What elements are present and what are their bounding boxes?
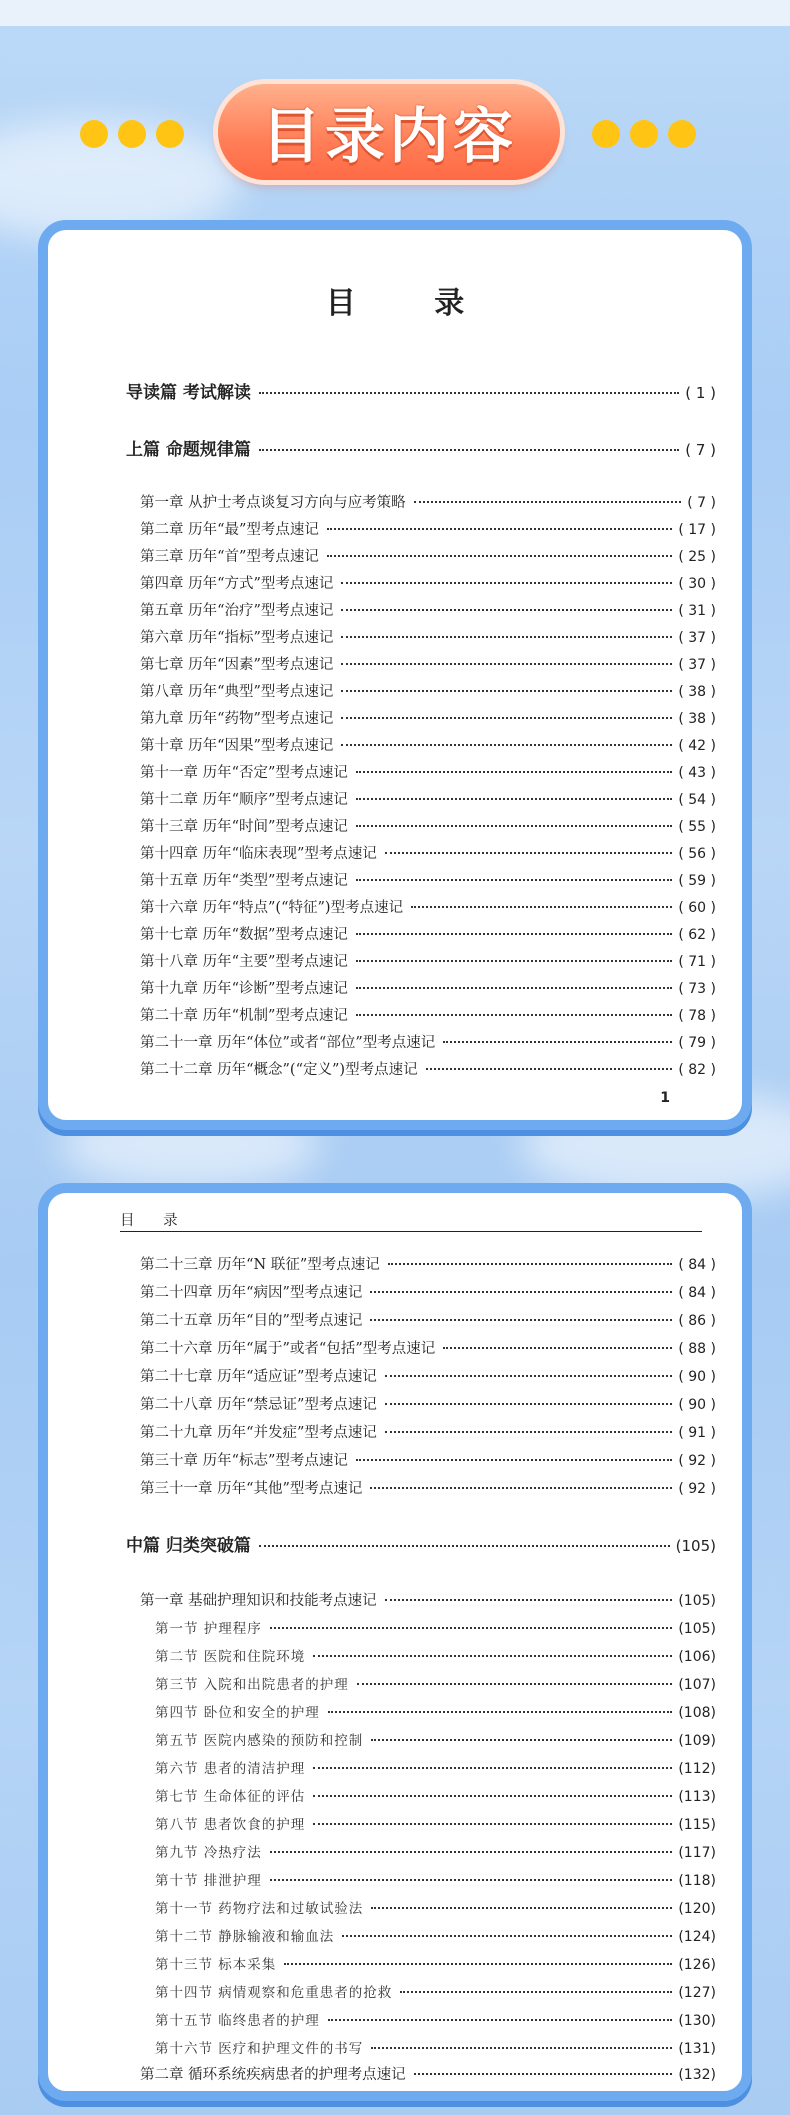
toc-section-row [155,2009,716,2029]
toc-chapter-row [140,518,716,539]
dot-leader [385,1431,672,1433]
toc-chapter-row [140,1253,716,1274]
toc-page-ref: ( 25 ) [678,549,716,565]
toc-chapter-label: 第四章 历年“方式”型考点速记 [140,576,334,592]
toc-chapter-row [140,680,716,701]
toc-section-label: 第二节 医院和住院环境 [155,1649,306,1665]
dot-leader [341,663,672,665]
toc-section-row [155,1897,716,1917]
toc-chapter-label: 第二十九章 历年“并发症”型考点速记 [140,1425,377,1441]
dot [630,120,658,148]
toc-chapter-row [140,1365,716,1386]
toc-chapter-label: 第二十三章 历年“N 联征”型考点速记 [140,1257,380,1273]
toc-page-2 [38,1183,752,2101]
toc-section-label: 第四节 卧位和安全的护理 [155,1705,320,1721]
toc-page-ref: ( 90 ) [678,1397,716,1413]
toc-chapter-label: 第十一章 历年“否定”型考点速记 [140,765,348,781]
toc-section-row [155,1869,716,1889]
toc-chapter-row [140,734,716,755]
toc-chapter-row [140,923,716,944]
toc-chapter-label: 第七章 历年“因素”型考点速记 [140,657,334,673]
toc-chapter-row [140,1589,716,1610]
dot-leader [371,2047,672,2049]
toc-page-ref: ( 31 ) [678,603,716,619]
toc-chapter-row [140,896,716,917]
banner-title-pill [218,84,560,180]
toc-chapter-label: 第十八章 历年“主要”型考点速记 [140,954,348,970]
toc-chapter-row [140,1281,716,1302]
toc-page-ref: ( 62 ) [678,927,716,943]
toc-page-ref: (117) [678,1845,716,1861]
toc-page-ref: ( 92 ) [678,1453,716,1469]
toc-section-label: 第五节 医院内感染的预防和控制 [155,1733,364,1749]
dot-leader [443,1347,672,1349]
dot-leader [443,1041,672,1043]
decorative-dots-left [80,120,184,148]
dot-leader [341,744,672,746]
toc-chapter-label: 第二十二章 历年“概念”(“定义”)型考点速记 [140,1062,418,1078]
toc-part-label: 导读篇 考试解读 [126,383,251,403]
toc-page-ref: (105) [678,1621,716,1637]
running-head: 目 录 [120,1209,702,1232]
toc-section-label: 第一节 护理程序 [155,1621,262,1637]
dot-leader [259,449,679,451]
top-strip [0,0,790,26]
dot-leader [284,1963,672,1965]
dot-leader [259,1545,670,1547]
toc-page-ref: ( 42 ) [678,738,716,754]
toc-page-ref: ( 60 ) [678,900,716,916]
dot [592,120,620,148]
toc-chapter-row [140,1058,716,1079]
toc-page-ref: (126) [678,1957,716,1973]
toc-page-ref: ( 54 ) [678,792,716,808]
toc-section-label: 第十四节 病情观察和危重患者的抢救 [155,1985,393,2001]
dot-leader [385,1375,672,1377]
dot [118,120,146,148]
toc-chapter-row [140,707,716,728]
toc-chapter-row [140,1031,716,1052]
toc-section-row [155,1841,716,1861]
decorative-dots-right [592,120,696,148]
toc-page-ref: ( 92 ) [678,1481,716,1497]
dot-leader [414,2073,673,2075]
toc-page-ref: ( 91 ) [678,1425,716,1441]
toc-heading: 目 录 [325,286,499,321]
dot-leader [356,933,672,935]
dot-leader [356,987,672,989]
toc-section-label: 第七节 生命体征的评估 [155,1789,306,1805]
toc-chapter-label: 第五章 历年“治疗”型考点速记 [140,603,334,619]
toc-page-ref: ( 38 ) [678,711,716,727]
toc-page-ref: ( 79 ) [678,1035,716,1051]
dot-leader [313,1795,672,1797]
toc-chapter-row [140,491,716,512]
toc-part-row [126,435,716,460]
section-banner [0,78,790,188]
dot-leader [426,1068,673,1070]
toc-part-row [126,1531,716,1556]
toc-chapter-row [140,1004,716,1025]
dot-leader [313,1823,672,1825]
toc-chapter-row [140,1309,716,1330]
toc-chapter-label: 第三十一章 历年“其他”型考点速记 [140,1481,363,1497]
page-number: 1 [660,1090,670,1106]
toc-section-label: 第十二节 静脉输液和输血法 [155,1929,335,1945]
dot-leader [313,1767,672,1769]
toc-chapter-row [140,1337,716,1358]
dot-leader [341,582,672,584]
toc-section-label: 第八节 患者饮食的护理 [155,1817,306,1833]
dot-leader [400,1991,672,1993]
toc-chapter-row [140,653,716,674]
dot-leader [356,1459,672,1461]
toc-section-row [155,1673,716,1693]
toc-section-label: 第十五节 临终患者的护理 [155,2013,320,2029]
dot-leader [356,771,672,773]
toc-page-ref: ( 38 ) [678,684,716,700]
dot-leader [313,1655,672,1657]
dot-leader [385,852,672,854]
toc-page-ref: (118) [678,1873,716,1889]
toc-chapter-row [140,950,716,971]
dot-leader [370,1291,672,1293]
dot-leader [356,798,672,800]
toc-page-ref: ( 30 ) [678,576,716,592]
dot-leader [356,960,672,962]
toc-chapter-label: 第三十章 历年“标志”型考点速记 [140,1453,348,1469]
toc-chapter-row [140,572,716,593]
toc-chapter-label: 第一章 基础护理知识和技能考点速记 [140,1593,377,1609]
dot-leader [385,1599,673,1601]
toc-section-row [155,1729,716,1749]
toc-chapter-label: 第二十八章 历年“禁忌证”型考点速记 [140,1397,377,1413]
toc-chapter-row [140,626,716,647]
toc-page-ref: (120) [678,1901,716,1917]
dot-leader [357,1683,673,1685]
toc-section-label: 第十一节 药物疗法和过敏试验法 [155,1901,364,1917]
toc-chapter-label: 第六章 历年“指标”型考点速记 [140,630,334,646]
toc-section-label: 第三节 入院和出院患者的护理 [155,1677,349,1693]
dot-leader [341,609,672,611]
toc-page-ref: (132) [678,2067,716,2083]
dot [668,120,696,148]
toc-page-ref: (107) [678,1677,716,1693]
toc-chapter-label: 第十六章 历年“特点”(“特征”)型考点速记 [140,900,404,916]
toc-page-ref: ( 86 ) [678,1313,716,1329]
dot-leader [356,825,672,827]
toc-section-row [155,1617,716,1637]
toc-page-ref: (109) [678,1733,716,1749]
toc-page-ref: (127) [678,1985,716,2001]
toc-part-label: 中篇 归类突破篇 [126,1536,251,1556]
toc-chapter-row [140,1393,716,1414]
toc-section-label: 第六节 患者的清洁护理 [155,1761,306,1777]
dot-leader [270,1627,673,1629]
toc-page-ref: ( 7 ) [685,441,716,459]
dot [156,120,184,148]
toc-chapter-row [140,761,716,782]
toc-chapter-label: 第一章 从护士考点谈复习方向与应考策略 [140,495,406,511]
dot-leader [270,1879,673,1881]
toc-chapter-row [140,1421,716,1442]
dot-leader [370,1319,672,1321]
toc-part-row [126,378,716,403]
toc-chapter-row [140,1449,716,1470]
toc-page-ref: ( 84 ) [678,1257,716,1273]
toc-chapter-label: 第十五章 历年“类型”型考点速记 [140,873,348,889]
toc-chapter-label: 第二章 循环系统疾病患者的护理考点速记 [140,2067,406,2083]
toc-section-row [155,2037,716,2057]
dot-leader [371,1739,672,1741]
toc-chapter-label: 第三章 历年“首”型考点速记 [140,549,319,565]
dot-leader [341,636,672,638]
toc-chapter-label: 第二十四章 历年“病因”型考点速记 [140,1285,363,1301]
toc-page-ref: ( 84 ) [678,1285,716,1301]
toc-chapter-row [140,869,716,890]
toc-page-ref: ( 88 ) [678,1341,716,1357]
toc-section-row [155,1953,716,1973]
toc-page-ref: ( 37 ) [678,657,716,673]
dot-leader [328,1711,673,1713]
toc-page-ref: (105) [678,1593,716,1609]
toc-page-ref: (124) [678,1929,716,1945]
dot-leader [388,1263,673,1265]
toc-page-ref: ( 78 ) [678,1008,716,1024]
toc-page-ref: ( 37 ) [678,630,716,646]
banner-title: 目录内容 [261,102,517,172]
toc-chapter-row [140,788,716,809]
toc-chapter-label: 第十九章 历年“诊断”型考点速记 [140,981,348,997]
toc-chapter-label: 第二十章 历年“机制”型考点速记 [140,1008,348,1024]
toc-page-ref: ( 59 ) [678,873,716,889]
toc-section-label: 第十节 排泄护理 [155,1873,262,1889]
toc-page-ref: ( 1 ) [685,384,716,402]
toc-chapter-label: 第二十五章 历年“目的”型考点速记 [140,1313,363,1329]
toc-chapter-label: 第九章 历年“药物”型考点速记 [140,711,334,727]
toc-chapter-label: 第十二章 历年“顺序”型考点速记 [140,792,348,808]
toc-chapter-label: 第八章 历年“典型”型考点速记 [140,684,334,700]
dot-leader [370,1487,672,1489]
toc-chapter-label: 第十四章 历年“临床表现”型考点速记 [140,846,377,862]
toc-chapter-label: 第十三章 历年“时间”型考点速记 [140,819,348,835]
dot-leader [328,2019,673,2021]
toc-page-ref: ( 82 ) [678,1062,716,1078]
toc-chapter-row [140,815,716,836]
dot-leader [356,879,672,881]
toc-page-ref: ( 73 ) [678,981,716,997]
toc-page-ref: ( 56 ) [678,846,716,862]
dot-leader [259,392,679,394]
toc-section-label: 第十六节 医疗和护理文件的书写 [155,2041,364,2057]
toc-section-row [155,1785,716,1805]
dot-leader [327,555,672,557]
dot-leader [270,1851,673,1853]
toc-page-ref: ( 71 ) [678,954,716,970]
toc-section-row [155,1701,716,1721]
dot-leader [414,501,682,503]
toc-chapter-label: 第二章 历年“最”型考点速记 [140,522,319,538]
toc-part-label: 上篇 命题规律篇 [126,440,251,460]
toc-section-row [155,1645,716,1665]
toc-chapter-label: 第十章 历年“因果”型考点速记 [140,738,334,754]
toc-chapter-row [140,977,716,998]
toc-page-ref: (130) [678,2013,716,2029]
toc-section-row [155,1757,716,1777]
toc-section-row [155,1981,716,2001]
dot [80,120,108,148]
toc-page-ref: (131) [678,2041,716,2057]
toc-page-ref: (106) [678,1649,716,1665]
toc-page-ref: ( 55 ) [678,819,716,835]
dot-leader [327,528,672,530]
dot-leader [371,1907,672,1909]
dot-leader [342,1935,672,1937]
toc-page-ref: ( 7 ) [687,495,716,511]
toc-page-ref: ( 43 ) [678,765,716,781]
toc-chapter-row [140,1477,716,1498]
toc-chapter-row [140,842,716,863]
toc-page-1 [38,220,752,1130]
toc-chapter-label: 第十七章 历年“数据”型考点速记 [140,927,348,943]
dot-leader [385,1403,672,1405]
dot-leader [411,906,672,908]
toc-chapter-row [140,2063,716,2084]
dot-leader [341,717,672,719]
toc-page-ref: (108) [678,1705,716,1721]
toc-chapter-row [140,545,716,566]
toc-page-ref: ( 90 ) [678,1369,716,1385]
toc-section-label: 第十三节 标本采集 [155,1957,277,1973]
dot-leader [356,1014,672,1016]
toc-chapter-label: 第二十七章 历年“适应证”型考点速记 [140,1369,377,1385]
dot-leader [341,690,672,692]
toc-page-ref: (112) [678,1761,716,1777]
toc-page-ref: ( 17 ) [678,522,716,538]
toc-chapter-label: 第二十一章 历年“体位”或者“部位”型考点速记 [140,1035,436,1051]
toc-page-ref: (113) [678,1789,716,1805]
toc-chapter-label: 第二十六章 历年“属于”或者“包括”型考点速记 [140,1341,436,1357]
toc-chapter-row [140,599,716,620]
toc-section-label: 第九节 冷热疗法 [155,1845,262,1861]
toc-section-row [155,1813,716,1833]
toc-page-ref: (105) [675,1537,716,1555]
toc-section-row [155,1925,716,1945]
toc-page-ref: (115) [678,1817,716,1833]
